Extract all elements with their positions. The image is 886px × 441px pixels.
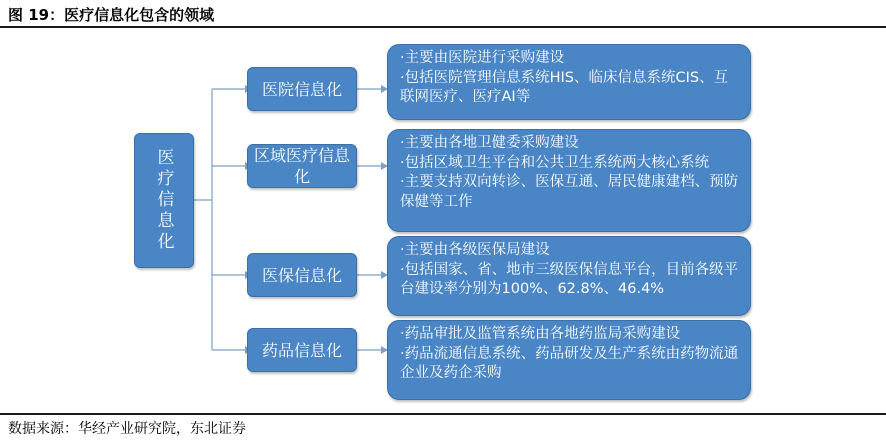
detail-text: ·包括区域卫生平台和公共卫生系统两大核心系统 [400, 154, 710, 171]
category-label: 医保信息化 [261, 265, 342, 285]
detail-text: ·药品审批及监管系统由各地药监局采购建设 [400, 326, 681, 342]
root-node [134, 133, 194, 268]
detail-text: ·药品流通信息系统、药品研发及生产系统由药物流通企业及药企采购 [400, 345, 739, 381]
detail-text: ·主要由各级医保局建设 [400, 242, 550, 258]
detail-text: ·主要支持双向转诊、医保互通、居民健康建档、预防保健等工作 [400, 174, 739, 210]
category-node-insurance [247, 253, 357, 297]
detail-box-drug [387, 320, 751, 400]
bottom-rule [0, 413, 886, 415]
detail-text: ·包括医院管理信息系统HIS、临床信息系统CIS、互联网医疗、医疗AI等 [400, 69, 729, 105]
figure-title: 图 19：医疗信息化包含的领域 [8, 6, 215, 24]
source-note: 数据来源：华经产业研究院，东北证券 [8, 421, 246, 437]
detail-box-regional [387, 129, 751, 232]
category-node-hospital [247, 67, 357, 111]
root-label: 医疗信息化 [153, 148, 174, 253]
category-node-regional [247, 144, 357, 188]
detail-text: ·主要由医院进行采购建设 [400, 50, 565, 66]
category-node-drug [247, 328, 357, 372]
category-label: 医院信息化 [261, 79, 342, 99]
detail-box-insurance [387, 236, 751, 316]
category-label: 药品信息化 [261, 340, 342, 360]
detail-text: ·包括国家、省、地市三级医保信息平台，目前各级平台建设率分别为100%、62.8%、46.4% [400, 261, 739, 297]
detail-text: ·主要由各地卫健委采购建设 [400, 135, 579, 151]
category-label: 区域医疗信息化 [253, 146, 350, 186]
detail-box-hospital [387, 44, 751, 120]
